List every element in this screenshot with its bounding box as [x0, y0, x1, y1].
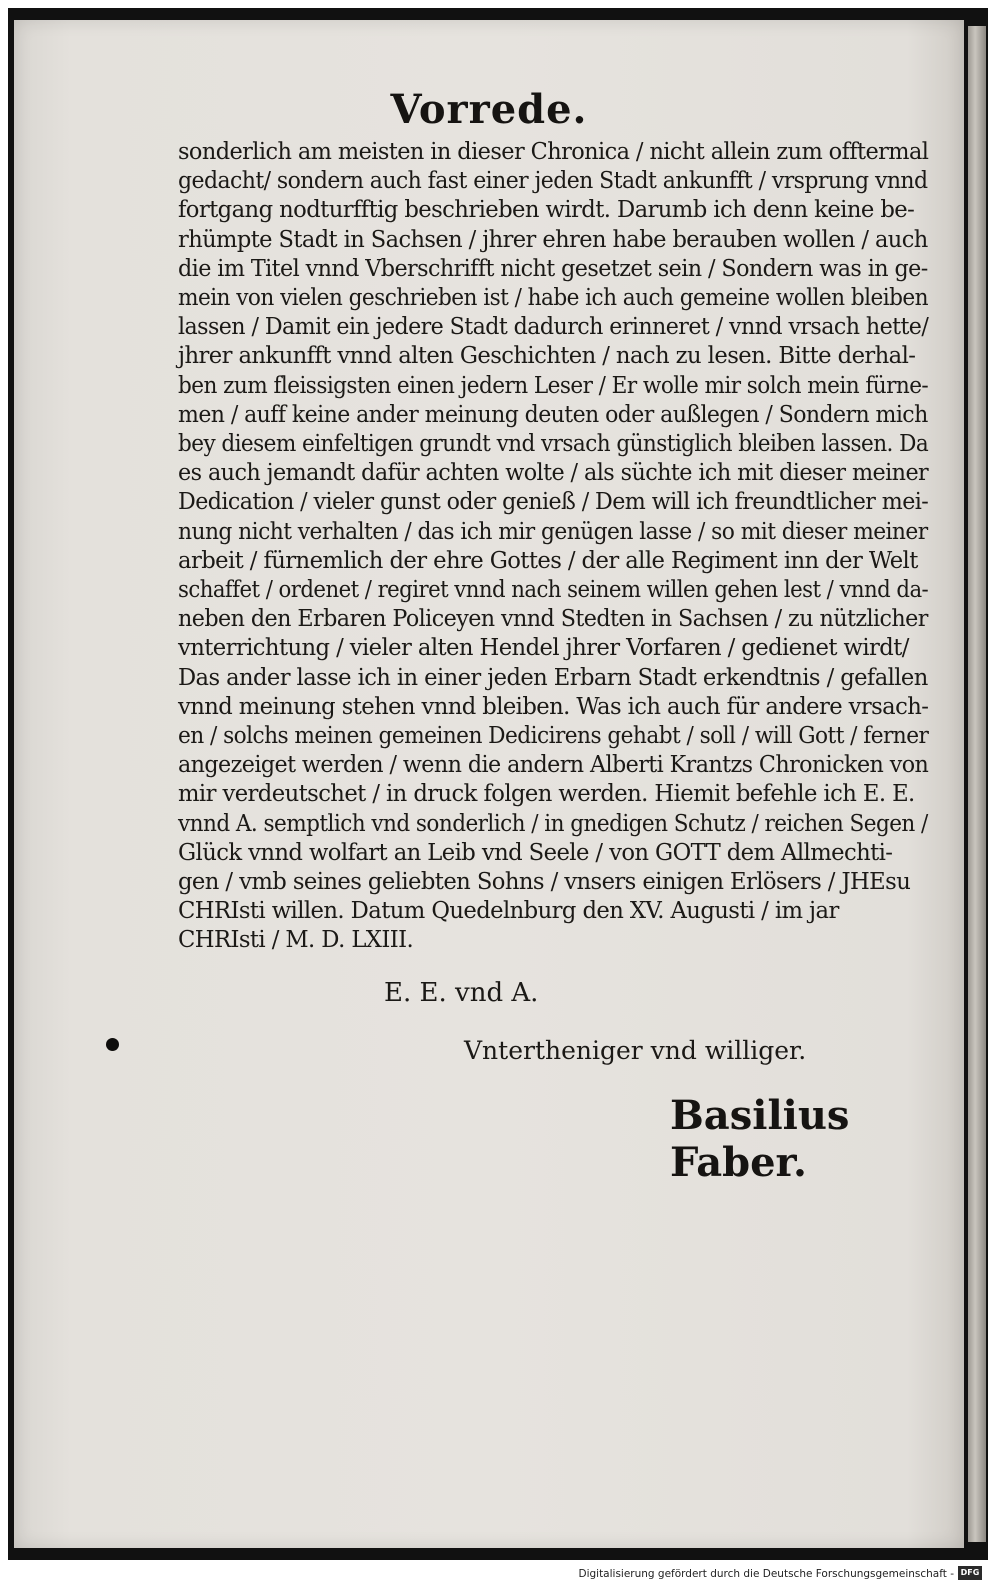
body-line: nung nicht verhalten / das ich mir genügen lasse / so mit dieser meiner: [178, 518, 928, 545]
body-line: neben den Erbaren Policeyen vnnd Stedten in Sachsen / zu nützlicher: [178, 606, 928, 633]
page-title: Vorrede.: [390, 86, 588, 133]
body-text: [178, 138, 938, 956]
body-line: mein von vielen geschrieben ist / habe ich auch gemeine wollen bleiben: [178, 285, 929, 312]
body-line: jhrer ankunfft vnnd alten Geschichten / nach zu lesen. Bitte derhal-: [178, 343, 916, 370]
body-line: vnnd meinung stehen vnnd bleiben. Was ich auch für andere vrsach-: [178, 693, 929, 720]
body-line: arbeit / fürnemlich der ehre Gottes / der alle Regiment inn der Welt: [178, 547, 918, 574]
digitization-credit: Digitalisierung gefördert durch die Deutsche Forschungsgemeinschaft -: [578, 1568, 954, 1580]
body-line: schaffet / ordenet / regiret vnnd nach seinem willen gehen lest / vnnd da-: [178, 577, 929, 604]
body-line: CHRIsti willen. Datum Quedelnburg den XV. Augusti / im jar: [178, 898, 839, 925]
body-line: ben zum fleissigsten einen jedern Leser / Er wolle mir solch mein fürne-: [178, 372, 929, 399]
body-line: vnnd A. semptlich vnd sonderlich / in gnedigen Schutz / reichen Segen /: [178, 810, 928, 837]
body-line: es auch jemandt dafür achten wolte / als süchte ich mit dieser meiner: [178, 460, 929, 487]
body-line: sonderlich am meisten in dieser Chronica / nicht allein zum offtermal: [178, 139, 929, 165]
ink-blot: [106, 1038, 119, 1051]
body-line: en / solchs meinen gemeinen Dedicirens gehabt / soll / will Gott / ferner: [178, 723, 929, 750]
body-line: angezeiget werden / wenn die andern Alberti Krantzs Chronicken von: [178, 752, 929, 779]
body-line: Glück vnnd wolfart an Leib vnd Seele / von GOTT dem Allmechti-: [178, 839, 893, 866]
body-line: mir verdeutschet / in druck folgen werden. Hiemit befehle ich E. E.: [178, 781, 915, 808]
book-page: [14, 20, 964, 1548]
dfg-logo: DFG: [958, 1566, 982, 1580]
body-line: Das ander lasse ich in einer jeden Erbarn Stadt erkendtnis / gefallen: [178, 664, 928, 691]
body-line: Dedication / vieler gunst oder genieß / Dem will ich freundtlicher mei-: [178, 489, 929, 516]
body-line: rhümpte Stadt in Sachsen / jhrer ehren habe berauben wollen / auch: [178, 226, 928, 253]
body-line: CHRIsti / M. D. LXIII.: [178, 927, 414, 954]
body-line: lassen / Damit ein jedere Stadt dadurch erinneret / vnnd vrsach hette/: [178, 314, 929, 341]
subscription-line: Vntertheniger vnd williger.: [464, 1036, 807, 1065]
body-line: die im Titel vnnd Vberschrifft nicht gesetzet sein / Sondern was in ge-: [178, 255, 928, 282]
body-line: bey diesem einfeltigen grundt vnd vrsach günstiglich bleiben lassen. Da: [178, 431, 929, 458]
book-edge: [968, 26, 986, 1542]
body-line: fortgang nodturfftig beschrieben wirdt. Darumb ich denn keine be-: [178, 197, 915, 224]
body-line: vnterrichtung / vieler alten Hendel jhrer Vorfaren / gedienet wirdt/: [178, 635, 909, 662]
author-signature: Basilius Faber.: [670, 1092, 850, 1186]
body-line: men / auff keine ander meinung deuten oder außlegen / Sondern mich: [178, 401, 928, 428]
body-line: gen / vmb seines geliebten Sohns / vnsers einigen Erlösers / JHEsu: [178, 869, 911, 896]
closing-abbreviation: E. E. vnd A.: [384, 978, 539, 1008]
body-line: gedacht/ sondern auch fast einer jeden Stadt ankunfft / vrsprung vnnd: [178, 168, 928, 195]
